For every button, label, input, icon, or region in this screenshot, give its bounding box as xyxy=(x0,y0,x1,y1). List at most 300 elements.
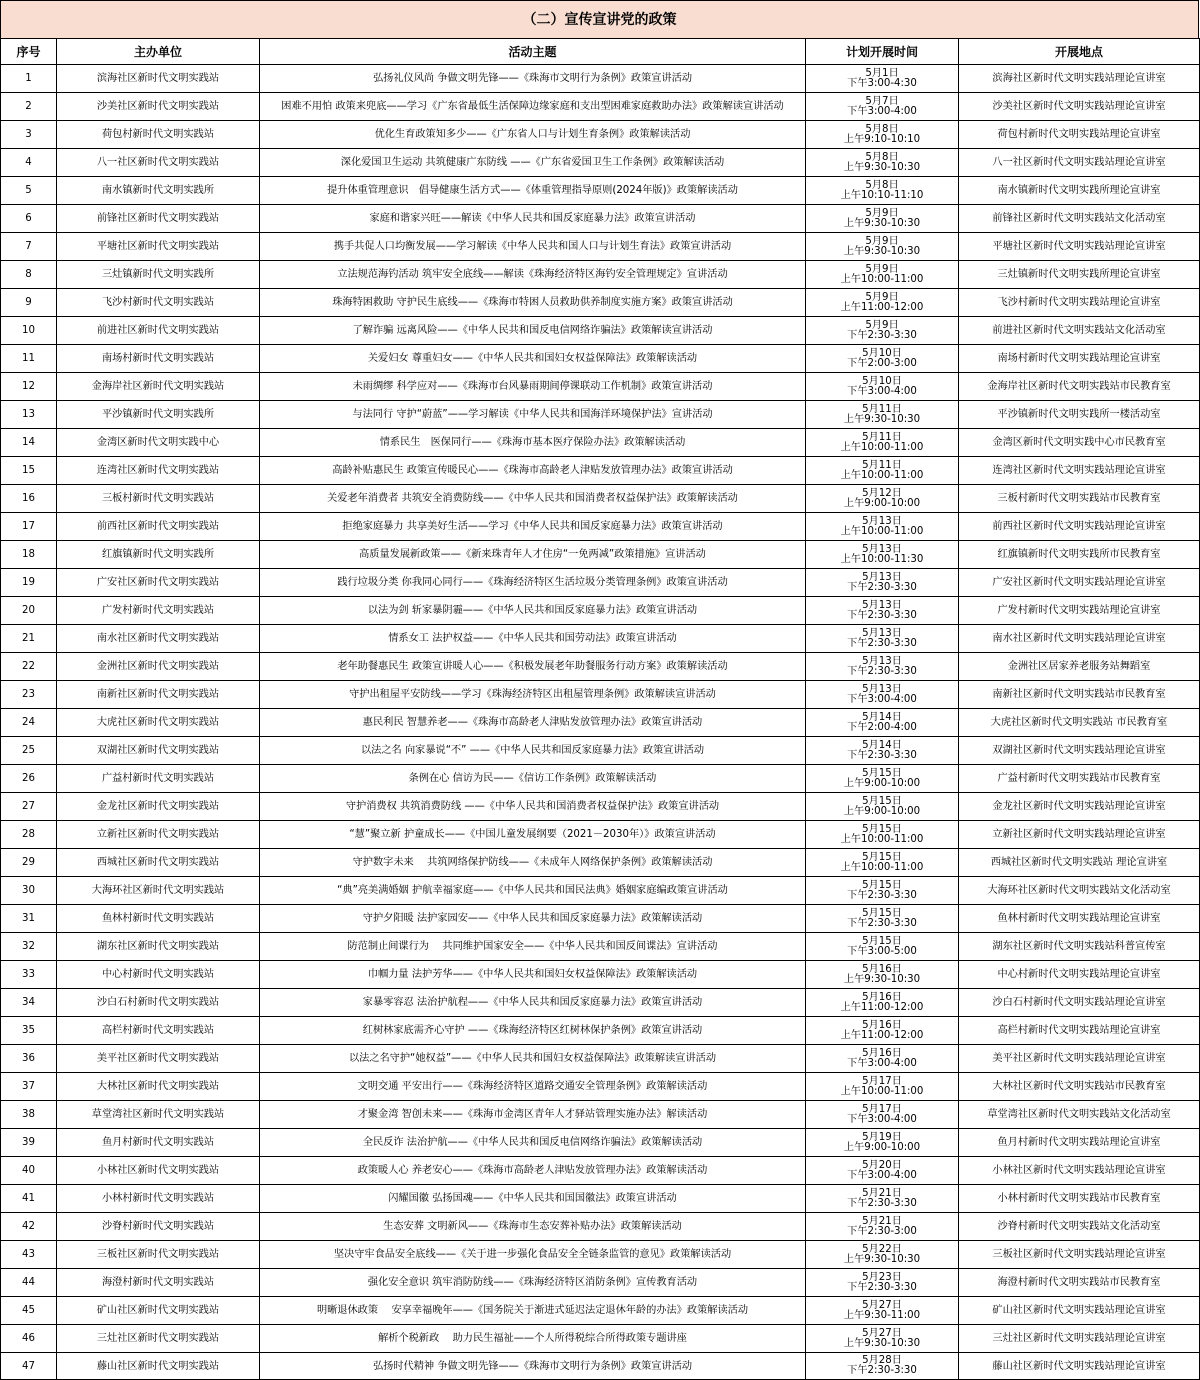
row-schedule xyxy=(806,121,959,149)
table-row xyxy=(1,541,1200,569)
row-topic: 防范制止间谍行为 共同维护国家安全——《中华人民共和国反间谍法》宣讲活动 xyxy=(260,933,806,961)
row-place: 鱼月村新时代文明实践站理论宣讲室 xyxy=(959,1129,1200,1157)
row-number: 29 xyxy=(1,849,57,877)
row-place: 平沙镇新时代文明实践所一楼活动室 xyxy=(959,401,1200,429)
row-place: 平塘社区新时代文明实践站理论宣讲室 xyxy=(959,233,1200,261)
row-topic: 强化安全意识 筑牢消防防线——《珠海经济特区消防条例》宣传教育活动 xyxy=(260,1269,806,1297)
row-schedule xyxy=(806,961,959,989)
row-topic: 了解诈骗 远离风险——《中华人民共和国反电信网络诈骗法》政策解读宣讲活动 xyxy=(260,317,806,345)
table-row xyxy=(1,429,1200,457)
row-time: 上午9:30-11:00 xyxy=(843,1309,921,1321)
row-time: 上午9:00-10:00 xyxy=(843,805,921,817)
row-topic: 政策暖人心 养老安心——《珠海市高龄老人津贴发放管理办法》政策解读活动 xyxy=(260,1157,806,1185)
row-time: 上午11:00-12:00 xyxy=(840,1001,924,1013)
row-number: 6 xyxy=(1,205,57,233)
row-topic: 巾帼力量 法护芳华——《中华人民共和国妇女权益保障法》政策解读活动 xyxy=(260,961,806,989)
header-topic: 活动主题 xyxy=(260,39,806,65)
row-date: 5月15日 xyxy=(862,879,902,891)
row-organizer: 三板社区新时代文明实践站 xyxy=(57,1241,260,1269)
row-number: 21 xyxy=(1,625,57,653)
row-date: 5月13日 xyxy=(862,571,902,583)
row-topic: 文明交通 平安出行——《珠海经济特区道路交通安全管理条例》政策解读活动 xyxy=(260,1073,806,1101)
row-place: 广安社区新时代文明实践站理论宣讲室 xyxy=(959,569,1200,597)
table-row xyxy=(1,1325,1200,1353)
row-topic: 未雨绸缪 科学应对——《珠海市台风暴雨期间停课联动工作机制》政策宣讲活动 xyxy=(260,373,806,401)
row-organizer: 沙美社区新时代文明实践站 xyxy=(57,93,260,121)
table-row xyxy=(1,65,1200,93)
row-time: 上午9:30-10:30 xyxy=(843,413,921,425)
table-row xyxy=(1,1045,1200,1073)
row-schedule xyxy=(806,905,959,933)
row-schedule xyxy=(806,541,959,569)
row-date: 5月12日 xyxy=(862,487,902,499)
row-place: 三灶镇新时代文明实践所理论宣讲室 xyxy=(959,261,1200,289)
row-place: 前进社区新时代文明实践站文化活动室 xyxy=(959,317,1200,345)
row-place: 红旗镇新时代文明实践所市民教育室 xyxy=(959,541,1200,569)
row-topic: 困难不用怕 政策来兜底——学习《广东省最低生活保障边缘家庭和支出型困难家庭救助办法》政策解读宣讲活动 xyxy=(260,93,806,121)
row-number: 33 xyxy=(1,961,57,989)
header-org: 主办单位 xyxy=(57,39,260,65)
row-number: 18 xyxy=(1,541,57,569)
header-time: 计划开展时间 xyxy=(806,39,959,65)
row-date: 5月1日 xyxy=(865,67,899,79)
row-schedule xyxy=(806,1101,959,1129)
row-place: 鱼林村新时代文明实践站理论宣讲室 xyxy=(959,905,1200,933)
row-date: 5月15日 xyxy=(862,767,902,779)
table-row xyxy=(1,681,1200,709)
row-place: 沙脊村新时代文明实践站文化活动室 xyxy=(959,1213,1200,1241)
row-date: 5月9日 xyxy=(865,207,899,219)
row-time: 上午9:30-10:30 xyxy=(843,1337,921,1349)
row-date: 5月11日 xyxy=(862,403,902,415)
row-time: 上午10:00-11:00 xyxy=(840,1085,924,1097)
row-date: 5月11日 xyxy=(862,459,902,471)
row-schedule xyxy=(806,65,959,93)
table-row xyxy=(1,93,1200,121)
table-row xyxy=(1,569,1200,597)
table-row xyxy=(1,513,1200,541)
row-number: 25 xyxy=(1,737,57,765)
row-organizer: 连湾社区新时代文明实践站 xyxy=(57,457,260,485)
row-topic: 情系民生 医保同行——《珠海市基本医疗保险办法》政策解读活动 xyxy=(260,429,806,457)
row-time: 上午10:10-11:10 xyxy=(840,189,924,201)
table-row xyxy=(1,1129,1200,1157)
row-organizer: 双湖社区新时代文明实践站 xyxy=(57,737,260,765)
row-topic: 老年助餐惠民生 政策宣讲暖人心——《积极发展老年助餐服务行动方案》政策解读活动 xyxy=(260,653,806,681)
row-number: 19 xyxy=(1,569,57,597)
row-date: 5月15日 xyxy=(862,935,902,947)
row-schedule xyxy=(806,457,959,485)
row-place: 中心村新时代文明实践站理论宣讲室 xyxy=(959,961,1200,989)
row-date: 5月13日 xyxy=(862,683,902,695)
row-number: 39 xyxy=(1,1129,57,1157)
row-time: 上午10:00-11:00 xyxy=(840,525,924,537)
table-row xyxy=(1,849,1200,877)
row-date: 5月7日 xyxy=(865,95,899,107)
row-topic: 高龄补贴惠民生 政策宣传暖民心——《珠海市高龄老人津贴发放管理办法》政策宣讲活动 xyxy=(260,457,806,485)
row-organizer: 南水镇新时代文明实践所 xyxy=(57,177,260,205)
table-row xyxy=(1,989,1200,1017)
row-topic: 关爱妇女 尊重妇女——《中华人民共和国妇女权益保障法》政策解读活动 xyxy=(260,345,806,373)
table-row xyxy=(1,1157,1200,1185)
row-topic: 践行垃圾分类 你我同心同行——《珠海经济特区生活垃圾分类管理条例》政策宣讲活动 xyxy=(260,569,806,597)
row-schedule xyxy=(806,1185,959,1213)
table-row xyxy=(1,905,1200,933)
row-date: 5月8日 xyxy=(865,179,899,191)
table-row xyxy=(1,653,1200,681)
header-place: 开展地点 xyxy=(959,39,1200,65)
row-schedule xyxy=(806,933,959,961)
row-schedule xyxy=(806,485,959,513)
row-date: 5月8日 xyxy=(865,123,899,135)
row-topic: 深化爱国卫生运动 共筑健康广东防线 ——《广东省爱国卫生工作条例》政策解读活动 xyxy=(260,149,806,177)
row-organizer: 大虎社区新时代文明实践站 xyxy=(57,709,260,737)
table-row xyxy=(1,261,1200,289)
row-place: 沙白石村新时代文明实践站理论宣讲室 xyxy=(959,989,1200,1017)
row-date: 5月13日 xyxy=(862,655,902,667)
row-organizer: 南新社区新时代文明实践站 xyxy=(57,681,260,709)
row-place: 连湾社区新时代文明实践站理论宣讲室 xyxy=(959,457,1200,485)
row-topic: 弘扬时代精神 争做文明先锋——《珠海市文明行为条例》政策宣讲活动 xyxy=(260,1353,806,1380)
row-organizer: 中心村新时代文明实践站 xyxy=(57,961,260,989)
row-schedule xyxy=(806,821,959,849)
table-row xyxy=(1,373,1200,401)
table-row xyxy=(1,821,1200,849)
row-place: 广益村新时代文明实践站市民教育室 xyxy=(959,765,1200,793)
row-time: 下午3:00-4:00 xyxy=(847,1057,917,1069)
row-number: 47 xyxy=(1,1353,57,1380)
row-organizer: 沙白石村新时代文明实践站 xyxy=(57,989,260,1017)
table-row xyxy=(1,877,1200,905)
row-schedule xyxy=(806,93,959,121)
row-topic: 家暴零容忍 法治护航程——《中华人民共和国反家庭暴力法》政策宣讲活动 xyxy=(260,989,806,1017)
row-schedule xyxy=(806,1017,959,1045)
row-place: 荷包村新时代文明实践站理论宣讲室 xyxy=(959,121,1200,149)
row-date: 5月28日 xyxy=(862,1355,902,1366)
row-date: 5月14日 xyxy=(862,711,902,723)
row-schedule xyxy=(806,849,959,877)
row-place: 广发村新时代文明实践站理论宣讲室 xyxy=(959,597,1200,625)
row-time: 上午10:00-11:00 xyxy=(840,441,924,453)
row-time: 下午2:30-3:30 xyxy=(847,889,917,901)
row-time: 上午10:00-11:00 xyxy=(840,469,924,481)
row-schedule xyxy=(806,177,959,205)
row-place: 南水镇新时代文明实践所理论宣讲室 xyxy=(959,177,1200,205)
row-place: 大海环社区新时代文明实践站文化活动室 xyxy=(959,877,1200,905)
row-topic: 以法之名 向家暴说“不” ——《中华人民共和国反家庭暴力法》政策宣讲活动 xyxy=(260,737,806,765)
table-row xyxy=(1,793,1200,821)
row-schedule xyxy=(806,429,959,457)
row-number: 40 xyxy=(1,1157,57,1185)
table-row xyxy=(1,289,1200,317)
row-date: 5月27日 xyxy=(862,1299,902,1311)
table-body xyxy=(1,65,1200,1380)
row-place: 大虎社区新时代文明实践站 市民教育室 xyxy=(959,709,1200,737)
row-topic: 优化生育政策知多少——《广东省人口与计划生育条例》政策解读活动 xyxy=(260,121,806,149)
row-number: 10 xyxy=(1,317,57,345)
row-number: 7 xyxy=(1,233,57,261)
row-organizer: 飞沙村新时代文明实践站 xyxy=(57,289,260,317)
table-row xyxy=(1,625,1200,653)
row-schedule xyxy=(806,1073,959,1101)
row-time: 下午2:30-3:30 xyxy=(847,665,917,677)
row-date: 5月13日 xyxy=(862,627,902,639)
row-time: 上午9:30-10:30 xyxy=(843,161,921,173)
row-number: 44 xyxy=(1,1269,57,1297)
row-date: 5月15日 xyxy=(862,851,902,863)
row-place: 藤山社区新时代文明实践站理论宣讲室 xyxy=(959,1353,1200,1380)
row-number: 13 xyxy=(1,401,57,429)
row-place: 三灶社区新时代文明实践站理论宣讲室 xyxy=(959,1325,1200,1353)
row-place: 金龙社区新时代文明实践站理论宣讲室 xyxy=(959,793,1200,821)
row-place: 前锋社区新时代文明实践站文化活动室 xyxy=(959,205,1200,233)
row-date: 5月16日 xyxy=(862,1019,902,1031)
row-organizer: 红旗镇新时代文明实践所 xyxy=(57,541,260,569)
row-organizer: 小林社区新时代文明实践站 xyxy=(57,1157,260,1185)
table-row xyxy=(1,597,1200,625)
row-number: 36 xyxy=(1,1045,57,1073)
row-organizer: 藤山社区新时代文明实践站 xyxy=(57,1353,260,1380)
row-time: 下午2:00-3:00 xyxy=(847,357,917,369)
row-organizer: 立新社区新时代文明实践站 xyxy=(57,821,260,849)
row-date: 5月11日 xyxy=(862,431,902,443)
row-place: 滨海社区新时代文明实践站理论宣讲室 xyxy=(959,65,1200,93)
table-row xyxy=(1,1073,1200,1101)
table-row xyxy=(1,317,1200,345)
table-row xyxy=(1,121,1200,149)
row-organizer: 鱼林村新时代文明实践站 xyxy=(57,905,260,933)
row-schedule xyxy=(806,205,959,233)
row-schedule xyxy=(806,989,959,1017)
table-row xyxy=(1,1241,1200,1269)
row-number: 4 xyxy=(1,149,57,177)
row-time: 上午9:30-10:30 xyxy=(843,217,921,229)
row-organizer: 三灶社区新时代文明实践站 xyxy=(57,1325,260,1353)
row-organizer: 高栏村新时代文明实践站 xyxy=(57,1017,260,1045)
row-number: 28 xyxy=(1,821,57,849)
row-number: 8 xyxy=(1,261,57,289)
table-row xyxy=(1,149,1200,177)
row-topic: 明晰退休政策 安享幸福晚年——《国务院关于渐进式延迟法定退休年龄的办法》政策解读活动 xyxy=(260,1297,806,1325)
row-date: 5月16日 xyxy=(862,991,902,1003)
row-place: 前西社区新时代文明实践站理论宣讲室 xyxy=(959,513,1200,541)
row-time: 上午10:00-11:30 xyxy=(840,553,924,565)
row-date: 5月21日 xyxy=(862,1187,902,1199)
row-schedule xyxy=(806,1269,959,1297)
row-time: 下午3:00-4:00 xyxy=(847,105,917,117)
row-date: 5月23日 xyxy=(862,1271,902,1283)
row-time: 下午2:30-3:30 xyxy=(847,329,917,341)
table-row xyxy=(1,1185,1200,1213)
row-organizer: 南场村新时代文明实践站 xyxy=(57,345,260,373)
row-date: 5月22日 xyxy=(862,1243,902,1255)
row-topic: 条例在心 信访为民——《信访工作条例》政策解读活动 xyxy=(260,765,806,793)
row-number: 1 xyxy=(1,65,57,93)
row-schedule xyxy=(806,737,959,765)
table-row xyxy=(1,345,1200,373)
row-time: 上午10:00-11:00 xyxy=(840,861,924,873)
row-number: 46 xyxy=(1,1325,57,1353)
row-topic: “典”亮美满婚姻 护航幸福家庭——《中华人民共和国民法典》婚姻家庭编政策宣讲活动 xyxy=(260,877,806,905)
row-place: 金湾区新时代文明实践中心市民教育室 xyxy=(959,429,1200,457)
row-schedule xyxy=(806,345,959,373)
row-organizer: 草堂湾社区新时代文明实践站 xyxy=(57,1101,260,1129)
row-date: 5月13日 xyxy=(862,543,902,555)
row-organizer: 西城社区新时代文明实践站 xyxy=(57,849,260,877)
row-topic: 与法同行 守护“蔚蓝”——学习解读《中华人民共和国海洋环境保护法》宣讲活动 xyxy=(260,401,806,429)
row-schedule xyxy=(806,877,959,905)
row-date: 5月15日 xyxy=(862,907,902,919)
row-organizer: 前西社区新时代文明实践站 xyxy=(57,513,260,541)
row-schedule xyxy=(806,233,959,261)
table-row xyxy=(1,961,1200,989)
row-number: 15 xyxy=(1,457,57,485)
row-organizer: 金海岸社区新时代文明实践站 xyxy=(57,373,260,401)
row-place: 矿山社区新时代文明实践站理论宣讲室 xyxy=(959,1297,1200,1325)
row-number: 34 xyxy=(1,989,57,1017)
row-number: 26 xyxy=(1,765,57,793)
row-place: 沙美社区新时代文明实践站理论宣讲室 xyxy=(959,93,1200,121)
row-organizer: 金洲社区新时代文明实践站 xyxy=(57,653,260,681)
sheet-title: （二）宣传宣讲党的政策 xyxy=(0,0,1199,38)
row-topic: 生态安葬 文明新风——《珠海市生态安葬补贴办法》政策解读活动 xyxy=(260,1213,806,1241)
row-topic: 携手共促人口均衡发展——学习解读《中华人民共和国人口与计划生育法》政策宣讲活动 xyxy=(260,233,806,261)
row-topic: 闪耀国徽 弘扬国魂——《中华人民共和国国徽法》政策宣讲活动 xyxy=(260,1185,806,1213)
row-topic: 立法规范海钓活动 筑牢安全底线——解读《珠海经济特区海钓安全管理规定》宣讲活动 xyxy=(260,261,806,289)
row-number: 27 xyxy=(1,793,57,821)
row-date: 5月10日 xyxy=(862,375,902,387)
row-schedule xyxy=(806,1213,959,1241)
row-date: 5月27日 xyxy=(862,1327,902,1339)
row-number: 12 xyxy=(1,373,57,401)
row-organizer: 前锋社区新时代文明实践站 xyxy=(57,205,260,233)
row-date: 5月8日 xyxy=(865,151,899,163)
table-row xyxy=(1,233,1200,261)
row-organizer: 大海环社区新时代文明实践站 xyxy=(57,877,260,905)
row-date: 5月16日 xyxy=(862,1047,902,1059)
table-row xyxy=(1,1269,1200,1297)
row-time: 下午2:30-3:30 xyxy=(847,749,917,761)
row-schedule xyxy=(806,289,959,317)
row-date: 5月9日 xyxy=(865,263,899,275)
row-number: 42 xyxy=(1,1213,57,1241)
row-organizer: 平塘社区新时代文明实践站 xyxy=(57,233,260,261)
row-schedule xyxy=(806,625,959,653)
row-place: 小林社区新时代文明实践站理论宣讲室 xyxy=(959,1157,1200,1185)
row-schedule xyxy=(806,149,959,177)
row-time: 上午10:00-11:00 xyxy=(840,273,924,285)
row-time: 下午3:00-4:00 xyxy=(847,1169,917,1181)
row-topic: 珠海特困救助 守护民生底线——《珠海市特困人员救助供养制度实施方案》政策宣讲活动 xyxy=(260,289,806,317)
row-topic: “慧”聚立新 护童成长——《中国儿童发展纲要（2021－2030年）》政策宣讲活动 xyxy=(260,821,806,849)
row-number: 22 xyxy=(1,653,57,681)
row-time: 上午9:10-10:10 xyxy=(843,133,921,145)
row-number: 20 xyxy=(1,597,57,625)
row-date: 5月9日 xyxy=(865,235,899,247)
row-organizer: 大林社区新时代文明实践站 xyxy=(57,1073,260,1101)
row-number: 14 xyxy=(1,429,57,457)
row-place: 南新社区新时代文明实践站市民教育室 xyxy=(959,681,1200,709)
row-time: 上午9:00-10:00 xyxy=(843,777,921,789)
row-schedule xyxy=(806,1241,959,1269)
row-date: 5月13日 xyxy=(862,599,902,611)
row-place: 飞沙村新时代文明实践站理论宣讲室 xyxy=(959,289,1200,317)
row-time: 上午10:00-11:00 xyxy=(840,833,924,845)
row-topic: 以法为剑 斩家暴阴霾——《中华人民共和国反家庭暴力法》政策宣讲活动 xyxy=(260,597,806,625)
table-row xyxy=(1,205,1200,233)
row-date: 5月14日 xyxy=(862,739,902,751)
row-topic: 家庭和谐家兴旺——解读《中华人民共和国反家庭暴力法》政策宣讲活动 xyxy=(260,205,806,233)
row-number: 23 xyxy=(1,681,57,709)
row-organizer: 湖东社区新时代文明实践站 xyxy=(57,933,260,961)
row-topic: 红树林家底需齐心守护 ——《珠海经济特区红树林保护条例》政策宣讲活动 xyxy=(260,1017,806,1045)
row-date: 5月20日 xyxy=(862,1159,902,1171)
row-organizer: 三灶镇新时代文明实践所 xyxy=(57,261,260,289)
row-number: 35 xyxy=(1,1017,57,1045)
row-time: 下午2:00-4:00 xyxy=(847,721,917,733)
row-schedule xyxy=(806,261,959,289)
row-organizer: 海澄村新时代文明实践站 xyxy=(57,1269,260,1297)
row-schedule xyxy=(806,1045,959,1073)
row-number: 24 xyxy=(1,709,57,737)
row-schedule xyxy=(806,1129,959,1157)
row-organizer: 滨海社区新时代文明实践站 xyxy=(57,65,260,93)
row-time: 下午2:30-3:30 xyxy=(847,581,917,593)
table-row xyxy=(1,457,1200,485)
row-schedule xyxy=(806,1297,959,1325)
activity-table xyxy=(0,38,1200,1380)
row-schedule xyxy=(806,513,959,541)
row-number: 3 xyxy=(1,121,57,149)
row-number: 45 xyxy=(1,1297,57,1325)
row-schedule xyxy=(806,597,959,625)
row-organizer: 鱼月村新时代文明实践站 xyxy=(57,1129,260,1157)
row-place: 八一社区新时代文明实践站理论宣讲室 xyxy=(959,149,1200,177)
row-schedule xyxy=(806,1353,959,1380)
header-row xyxy=(1,39,1200,65)
row-time: 下午3:00-4:00 xyxy=(847,693,917,705)
row-date: 5月16日 xyxy=(862,963,902,975)
row-time: 下午2:30-3:30 xyxy=(847,1365,917,1376)
row-place: 南水社区新时代文明实践站理论宣讲室 xyxy=(959,625,1200,653)
table-row xyxy=(1,933,1200,961)
row-number: 30 xyxy=(1,877,57,905)
row-number: 38 xyxy=(1,1101,57,1129)
row-date: 5月13日 xyxy=(862,515,902,527)
row-topic: 以法之名守护“她权益”——《中华人民共和国妇女权益保障法》政策解读宣讲活动 xyxy=(260,1045,806,1073)
row-topic: 弘扬礼仪风尚 争做文明先锋——《珠海市文明行为条例》政策宣讲活动 xyxy=(260,65,806,93)
row-place: 立新社区新时代文明实践站理论宣讲室 xyxy=(959,821,1200,849)
row-number: 5 xyxy=(1,177,57,205)
row-date: 5月19日 xyxy=(862,1131,902,1143)
row-time: 下午3:00-4:00 xyxy=(847,1113,917,1125)
row-schedule xyxy=(806,1157,959,1185)
row-place: 三板社区新时代文明实践站理论宣讲室 xyxy=(959,1241,1200,1269)
row-organizer: 前进社区新时代文明实践站 xyxy=(57,317,260,345)
row-schedule xyxy=(806,401,959,429)
row-number: 41 xyxy=(1,1185,57,1213)
row-number: 2 xyxy=(1,93,57,121)
row-place: 高栏村新时代文明实践站理论宣讲室 xyxy=(959,1017,1200,1045)
row-date: 5月17日 xyxy=(862,1103,902,1115)
row-time: 下午3:00-4:30 xyxy=(847,77,917,89)
table-row xyxy=(1,485,1200,513)
row-place: 海澄村新时代文明实践站市民教育室 xyxy=(959,1269,1200,1297)
row-place: 西城社区新时代文明实践站 理论宣讲室 xyxy=(959,849,1200,877)
row-time: 下午2:30-3:30 xyxy=(847,917,917,929)
row-topic: 情系女工 法护权益——《中华人民共和国劳动法》政策宣讲活动 xyxy=(260,625,806,653)
row-schedule xyxy=(806,793,959,821)
